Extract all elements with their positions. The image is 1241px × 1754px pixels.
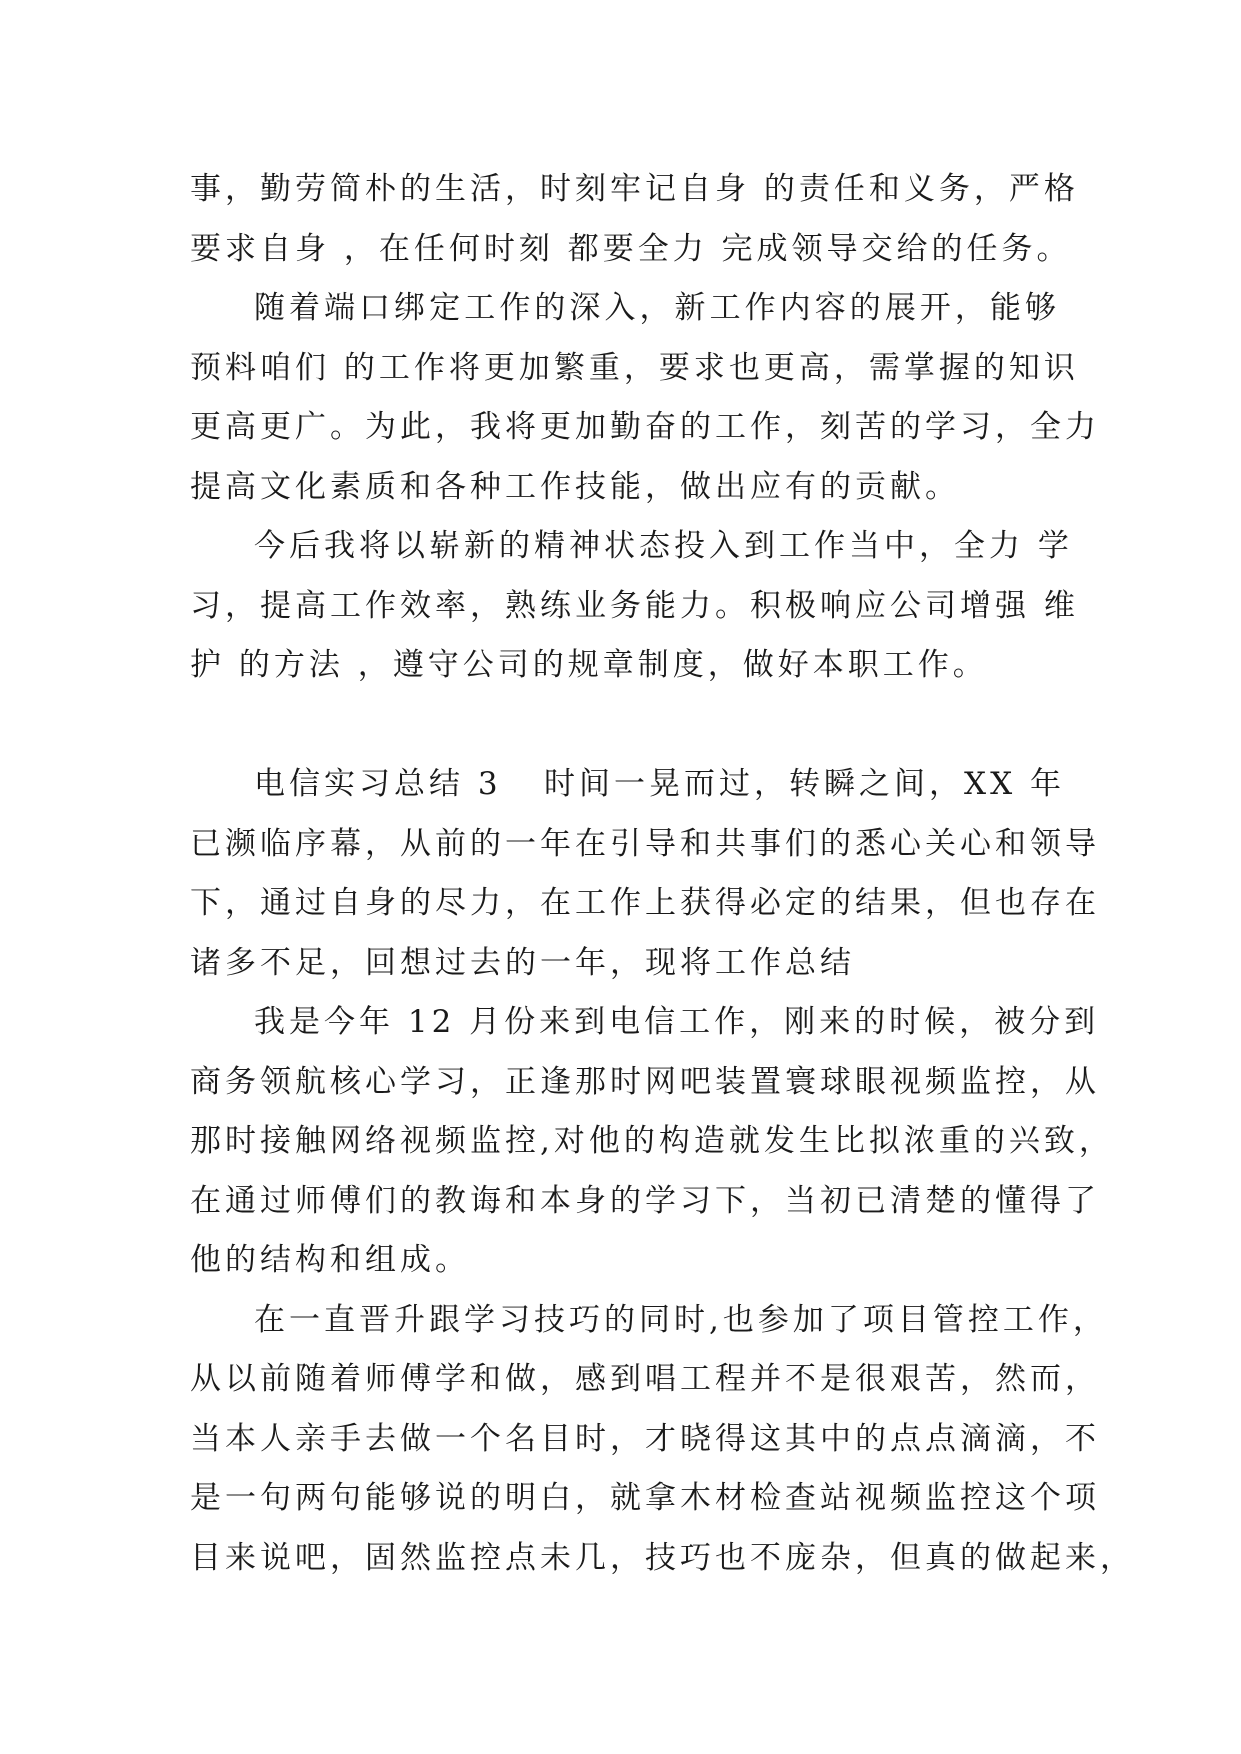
text-line: 更高更广。为此，我将更加勤奋的工作，刻苦的学习，全力 (190, 409, 1100, 445)
text-line: 是一句两句能够说的明白，就拿木材检查站视频监控这个项 (190, 1480, 1100, 1516)
text-line: 要求自身 ，在任何时刻 都要全力 完成领导交给的任务。 (190, 230, 1072, 267)
paragraph-4 (190, 755, 1100, 993)
text-line: 提高文化素质和各种工作技能，做出应有的贡献。 (190, 468, 960, 505)
heading-line (190, 755, 1065, 815)
paragraph-gap (190, 696, 1060, 756)
text-line: 在一直晋升跟学习技巧的同时,也参加了项目管控工作， (254, 1301, 1108, 1338)
paragraph-2 (190, 279, 1100, 517)
text-line: 在通过师傅们的教诲和本身的学习下，当初已清楚的懂得了 (190, 1182, 1100, 1219)
paragraph-3 (190, 517, 1079, 696)
text-line: 习，提高工作效率，熟练业务能力。积极响应公司增强 维 (190, 587, 1079, 624)
text-line: 那时接触网络视频监控,对他的构造就发生比拟浓重的兴致， (190, 1123, 1114, 1159)
text-line: 目来说吧，固然监控点未几，技巧也不庞杂，但真的做起来， (190, 1539, 1135, 1576)
text-line: 诸多不足，回想过去的一年，现将工作总结 (190, 944, 855, 981)
text-line: 商务领航核心学习，正逢那时网吧装置寰球眼视频监控，从 (190, 1063, 1100, 1100)
paragraph-1 (190, 160, 1079, 279)
text-line: 护 的方法 ，遵守公司的规章制度，做好本职工作。 (190, 647, 988, 683)
text-line: 下，通过自身的尽力，在工作上获得必定的结果，但也存在 (190, 885, 1100, 921)
text-line: 他的结构和组成。 (190, 1242, 470, 1278)
document-body (190, 160, 1135, 1588)
paragraph-6 (190, 1291, 1135, 1589)
heading-line-text: 时间一晃而过，转瞬之间，XX 年 (544, 766, 1065, 802)
text-line: 已濒临序幕，从前的一年在引导和共事们的悉心关心和领导 (190, 825, 1100, 862)
text-line: 我是今年 12 月份来到电信工作，刚来的时候，被分到 (254, 1004, 1100, 1040)
text-line: 随着端口绑定工作的深入，新工作内容的展开，能够 (254, 290, 1060, 326)
text-line: 事，勤劳简朴的生活，时刻牢记自身 的责任和义务，严格 (190, 171, 1079, 207)
text-line: 今后我将以崭新的精神状态投入到工作当中，全力 学 (254, 528, 1073, 564)
text-line: 从以前随着师傅学和做，感到唱工程并不是很艰苦，然而， (190, 1361, 1100, 1397)
text-line: 当本人亲手去做一个名目时，才晓得这其中的点点滴滴，不 (190, 1420, 1100, 1457)
section-heading: 电信实习总结 3 (254, 766, 502, 802)
text-line: 预料咱们 的工作将更加繁重，要求也更高，需掌握的知识 (190, 349, 1079, 386)
paragraph-5 (190, 993, 1114, 1291)
